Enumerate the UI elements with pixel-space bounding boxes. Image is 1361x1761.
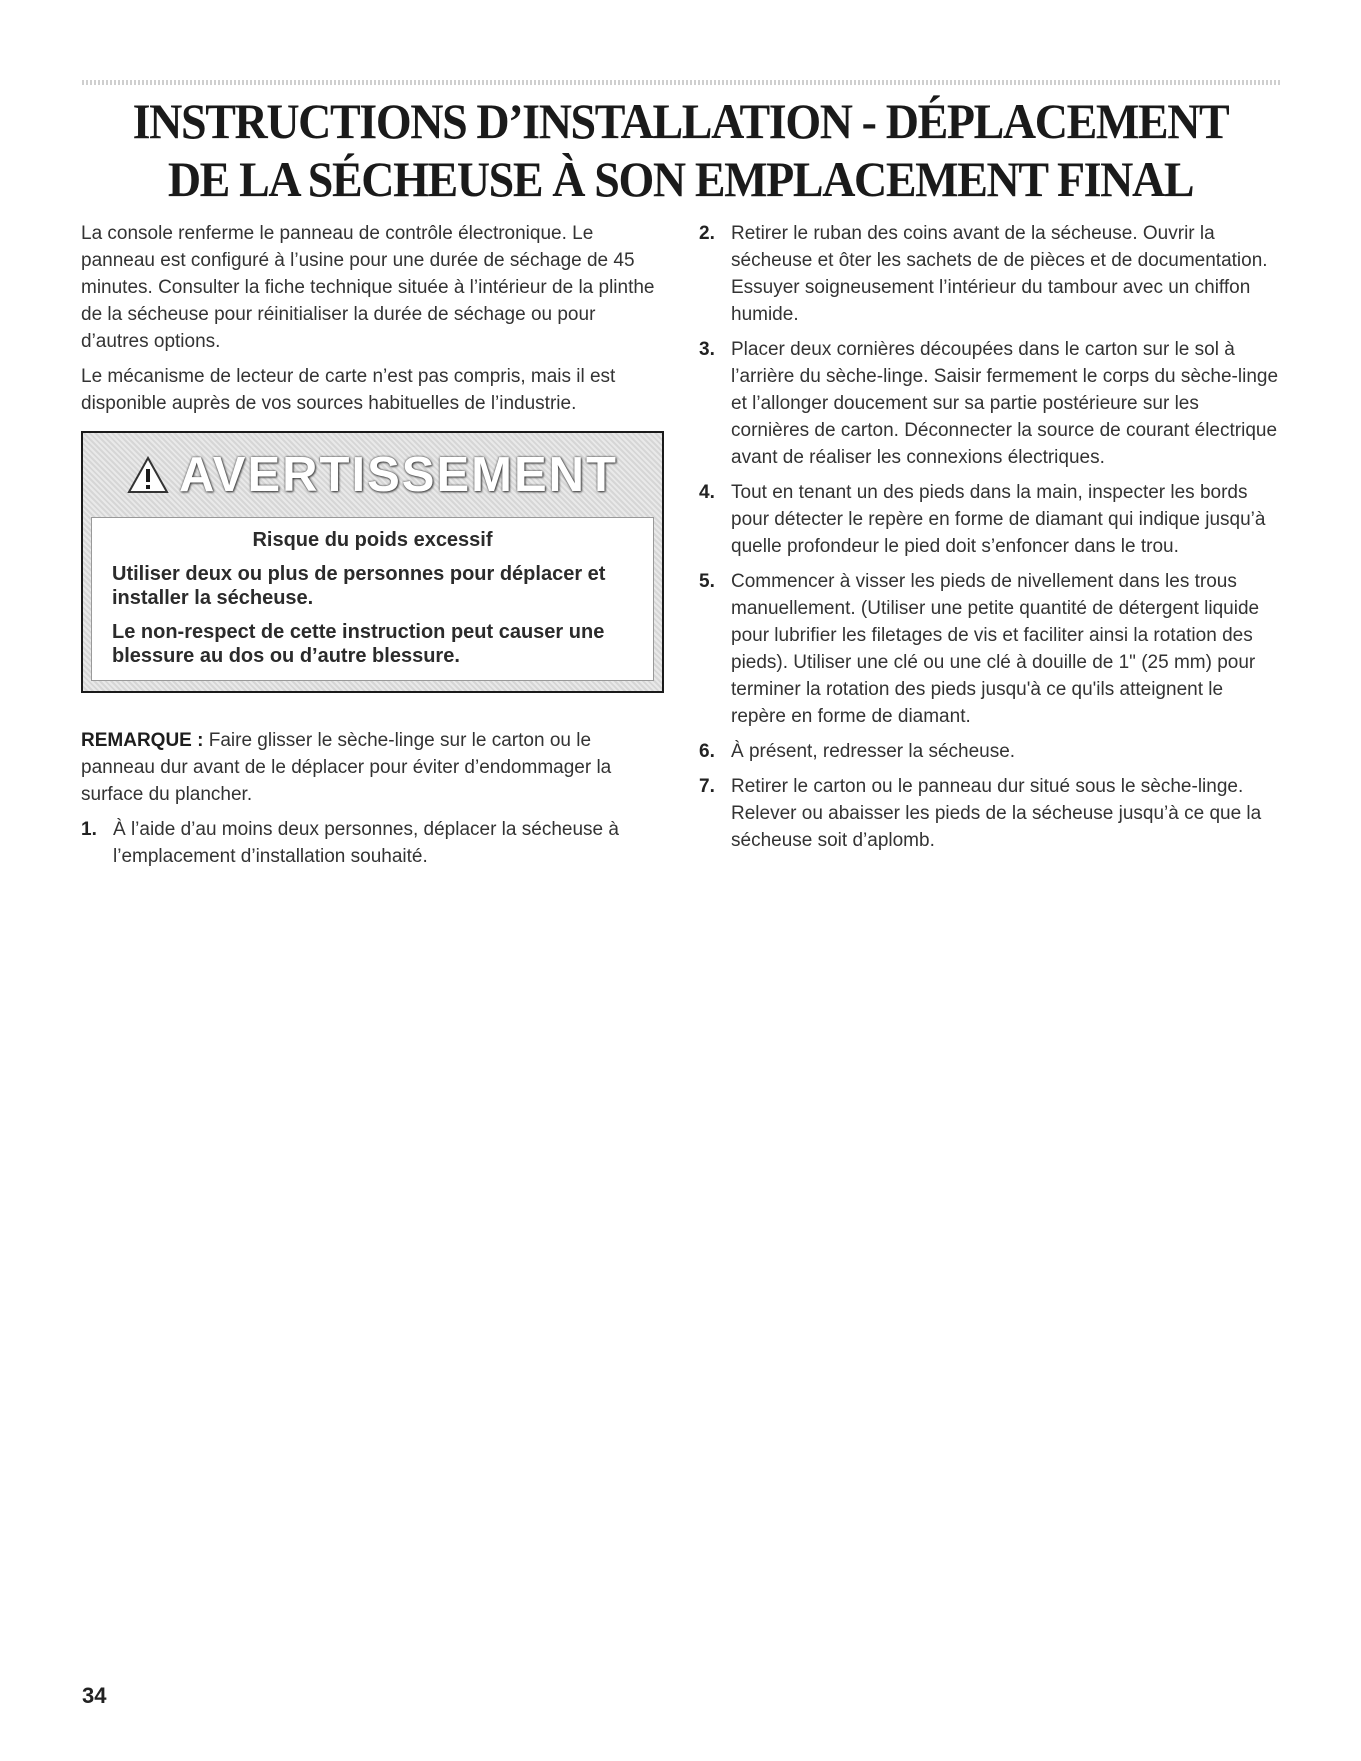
step-number: 2. (699, 223, 715, 244)
warning-heading: AVERTISSEMENT (179, 447, 618, 502)
warning-header (91, 433, 654, 517)
warning-body (91, 517, 654, 681)
step-number: 5. (699, 571, 715, 592)
note-text: Faire glisser le sèche-linge sur le carton ou le panneau dur avant de le déplacer pour éviter d’endommager la surface du plancher. (81, 730, 612, 805)
step-number: 3. (699, 339, 715, 360)
top-rule (82, 80, 1282, 85)
step-item (699, 738, 1279, 765)
left-column (81, 220, 661, 878)
step-number: 6. (699, 741, 715, 762)
step-text: Commencer à visser les pieds de nivellement dans les trous manuellement. (Utiliser une petite quantité de détergent liquide pour lubrifier les filetages de vis et faciliter ainsi la rotation des pieds). Utiliser une clé ou une clé à douille de 1" (25 mm) pour terminer la rotation des pieds jusqu'à ce qu'ils atteignent le repère en forme de diamant. (731, 571, 1260, 727)
step-text: Retirer le ruban des coins avant de la sécheuse. Ouvrir la sécheuse et ôter les sachets de de pièces et de documentation. Essuyer soigneusement l’intérieur du tambour avec un chiffon humide. (731, 223, 1268, 325)
step-number: 4. (699, 482, 715, 503)
step-item (699, 479, 1279, 560)
intro-paragraph: La console renferme le panneau de contrôle électronique. Le panneau est configuré à l’usine pour une durée de séchage de 45 minutes. Consulter la fiche technique située à l’intérieur de la plinthe de la sécheuse pour réinitialiser la durée de séchage ou pour d’autres options. (81, 223, 655, 352)
step-item (81, 816, 661, 870)
page-title: INSTRUCTIONS D’INSTALLATION - DÉPLACEMENT DE LA SÉCHEUSE À SON EMPLACEMENT FINAL (132, 93, 1229, 207)
page-number: 34 (82, 1683, 107, 1708)
step-number: 7. (699, 776, 715, 797)
step-text: Retirer le carton ou le panneau dur situé sous le sèche-linge. Relever ou abaisser les pieds de la sécheuse jusqu’à ce que la sécheuse soit d’aplomb. (731, 776, 1262, 851)
step-text: Tout en tenant un des pieds dans la main, inspecter les bords pour détecter le repère en forme de diamant qui indique jusqu’à quelle profondeur le pied doit s’enfoncer dans le trou. (731, 482, 1266, 557)
step-item (699, 220, 1279, 328)
right-column (699, 220, 1279, 862)
note-paragraph (81, 727, 661, 808)
warning-line-1: Utiliser deux ou plus de personnes pour déplacer et installer la sécheuse. (112, 563, 606, 609)
step-text: À l’aide d’au moins deux personnes, déplacer la sécheuse à l’emplacement d’installation souhaité. (113, 819, 619, 867)
warning-risk: Risque du poids excessif (252, 529, 493, 551)
card-reader-paragraph: Le mécanisme de lecteur de carte n’est pas compris, mais il est disponible auprès de vos sources habituelles de l’industrie. (81, 366, 616, 414)
step-item (699, 568, 1279, 730)
step-item (699, 773, 1279, 854)
step-text: À présent, redresser la sécheuse. (731, 741, 1016, 762)
warning-box (81, 431, 664, 693)
warning-line-2: Le non-respect de cette instruction peut causer une blessure au dos ou d’autre blessure. (112, 621, 605, 667)
steps-list-left (81, 816, 661, 870)
warning-triangle-icon (127, 456, 169, 494)
step-text: Placer deux cornières découpées dans le carton sur le sol à l’arrière du sèche-linge. Saisir fermement le corps du sèche-linge et l’allonger doucement sur sa partie postérieure sur les cornières de carton. Déconnecter la source de courant électrique avant de réaliser les connexions électriques. (731, 339, 1279, 468)
step-number: 1. (81, 819, 97, 840)
steps-list-right (699, 220, 1279, 854)
step-item (699, 336, 1279, 471)
note-label: REMARQUE : (81, 730, 204, 751)
